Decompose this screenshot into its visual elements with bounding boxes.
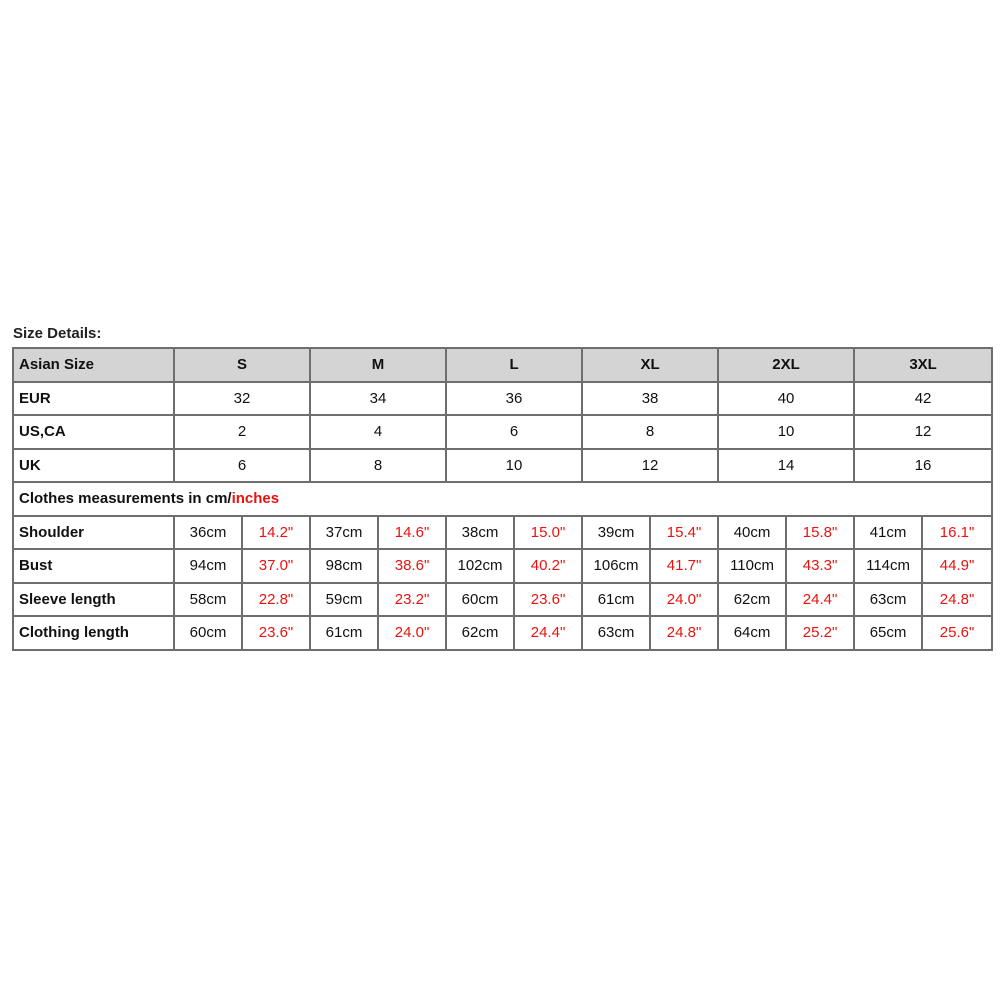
table-cell: 10 [718,415,854,449]
cm-cell: 59cm [310,583,378,617]
cm-cell: 61cm [310,616,378,650]
cm-cell: 98cm [310,549,378,583]
table-cell: 34 [310,382,446,416]
inch-cell: 43.3" [786,549,854,583]
inch-cell: 14.6" [378,516,446,550]
cm-cell: 94cm [174,549,242,583]
cm-cell: 37cm [310,516,378,550]
cm-cell: 41cm [854,516,922,550]
inch-cell: 24.0" [378,616,446,650]
table-row [13,449,992,483]
cm-cell: 65cm [854,616,922,650]
inch-cell: 24.8" [922,583,992,617]
cm-cell: 114cm [854,549,922,583]
inch-cell: 24.4" [514,616,582,650]
cm-cell: 102cm [446,549,514,583]
inch-cell: 23.2" [378,583,446,617]
inch-cell: 22.8" [242,583,310,617]
inch-cell: 44.9" [922,549,992,583]
cm-cell: 61cm [582,583,650,617]
header-size: XL [582,348,718,382]
cm-cell: 62cm [718,583,786,617]
table-row [13,549,992,583]
inch-cell: 24.8" [650,616,718,650]
header-size: 3XL [854,348,992,382]
cm-cell: 36cm [174,516,242,550]
measurements-heading-row [13,482,992,516]
row-label: Clothing length [13,616,174,650]
inch-cell: 24.0" [650,583,718,617]
inch-cell: 23.6" [514,583,582,617]
inch-cell: 16.1" [922,516,992,550]
table-cell: 42 [854,382,992,416]
measurements-heading-prefix: Clothes measurements in cm/ [19,490,232,508]
cm-cell: 106cm [582,549,650,583]
table-cell: 8 [582,415,718,449]
table-cell: 16 [854,449,992,483]
row-label: UK [13,449,174,483]
table-cell: 12 [854,415,992,449]
table-row [13,516,992,550]
table-header-row [13,348,992,382]
table-cell: 6 [446,415,582,449]
inch-cell: 24.4" [786,583,854,617]
inch-cell: 25.2" [786,616,854,650]
header-label: Asian Size [13,348,174,382]
row-label: EUR [13,382,174,416]
row-label: Sleeve length [13,583,174,617]
row-label: Shoulder [13,516,174,550]
table-cell: 12 [582,449,718,483]
cm-cell: 58cm [174,583,242,617]
cm-cell: 60cm [446,583,514,617]
table-cell: 6 [174,449,310,483]
size-chart-table [12,347,993,651]
header-size: 2XL [718,348,854,382]
inch-cell: 40.2" [514,549,582,583]
table-cell: 36 [446,382,582,416]
table-cell: 4 [310,415,446,449]
inch-cell: 14.2" [242,516,310,550]
inch-cell: 38.6" [378,549,446,583]
cm-cell: 63cm [854,583,922,617]
inch-cell: 15.8" [786,516,854,550]
cm-cell: 60cm [174,616,242,650]
row-label: US,CA [13,415,174,449]
cm-cell: 110cm [718,549,786,583]
cm-cell: 63cm [582,616,650,650]
cm-cell: 38cm [446,516,514,550]
inch-cell: 15.0" [514,516,582,550]
table-cell: 10 [446,449,582,483]
measurements-heading-highlight: inches [231,490,280,508]
row-label: Bust [13,549,174,583]
header-size: S [174,348,310,382]
inch-cell: 37.0" [242,549,310,583]
table-row [13,616,992,650]
inch-cell: 15.4" [650,516,718,550]
cm-cell: 39cm [582,516,650,550]
header-size: L [446,348,582,382]
cm-cell: 40cm [718,516,786,550]
inch-cell: 25.6" [922,616,992,650]
table-row [13,415,992,449]
table-cell: 40 [718,382,854,416]
table-cell: 32 [174,382,310,416]
table-cell: 8 [310,449,446,483]
table-row [13,382,992,416]
cm-cell: 62cm [446,616,514,650]
inch-cell: 23.6" [242,616,310,650]
table-cell: 2 [174,415,310,449]
table-cell: 38 [582,382,718,416]
table-cell: 14 [718,449,854,483]
page-title: Size Details: [13,325,102,342]
header-size: M [310,348,446,382]
table-row [13,583,992,617]
inch-cell: 41.7" [650,549,718,583]
cm-cell: 64cm [718,616,786,650]
measurements-heading [13,482,992,516]
